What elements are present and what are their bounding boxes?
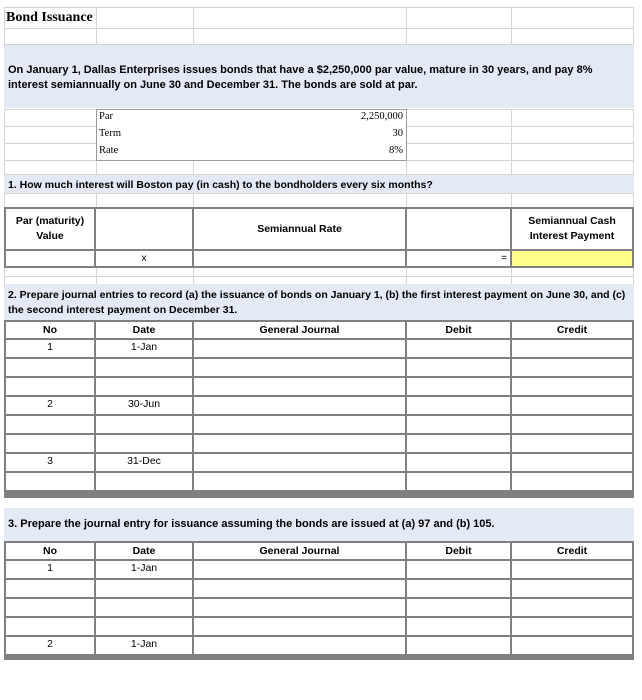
q2-row-account-cell[interactable] bbox=[194, 340, 405, 357]
q2-row-credit-cell[interactable] bbox=[512, 454, 632, 471]
q3-col-debit: Debit bbox=[407, 543, 510, 559]
q3-row-debit-cell[interactable] bbox=[407, 599, 510, 616]
q3-row-account-cell[interactable] bbox=[194, 637, 405, 654]
q2-question: 2. Prepare journal entries to record (a) the issuance of bonds on January 1, (b) the first interest payment on June 30, and (c) the second interest payment on December 31. bbox=[8, 289, 626, 316]
q2-col-date: Date bbox=[96, 322, 192, 338]
term-label: Term bbox=[99, 128, 122, 139]
q2-row-account-cell[interactable] bbox=[194, 359, 405, 376]
q2-row-debit-cell[interactable] bbox=[407, 435, 510, 452]
q2-row-debit-cell[interactable] bbox=[407, 416, 510, 433]
q2-row-credit-cell[interactable] bbox=[512, 340, 632, 357]
q2-row-account-cell[interactable] bbox=[194, 454, 405, 471]
par-value[interactable]: 2,250,000 bbox=[361, 111, 403, 122]
q3-col-credit: Credit bbox=[512, 543, 632, 559]
q1-col-blank2 bbox=[407, 209, 510, 249]
q3-row-credit-cell[interactable] bbox=[512, 637, 632, 654]
q1-par-input[interactable] bbox=[6, 251, 94, 266]
q2-row-no-cell: 1 bbox=[6, 340, 94, 357]
q2-col-journal: General Journal bbox=[194, 322, 405, 338]
q2-row-date-cell bbox=[96, 359, 192, 376]
rate-label: Rate bbox=[99, 145, 119, 156]
par-label: Par bbox=[99, 111, 113, 122]
q3-row-credit-cell[interactable] bbox=[512, 580, 632, 597]
q3-row-date-cell bbox=[96, 618, 192, 635]
q2-row-date-cell: 30-Jun bbox=[96, 397, 192, 414]
q2-row-account-cell[interactable] bbox=[194, 416, 405, 433]
q2-row-debit-cell[interactable] bbox=[407, 340, 510, 357]
q3-question: 3. Prepare the journal entry for issuance assuming the bonds are issued at (a) 97 and (b) 105. bbox=[8, 518, 495, 530]
q3-row-debit-cell[interactable] bbox=[407, 580, 510, 597]
q2-row-no-cell bbox=[6, 359, 94, 376]
q2-row-date-cell bbox=[96, 416, 192, 433]
q2-row-debit-cell[interactable] bbox=[407, 359, 510, 376]
q2-row-no-cell: 2 bbox=[6, 397, 94, 414]
q2-row-no-cell bbox=[6, 435, 94, 452]
q2-row-credit-cell[interactable] bbox=[512, 378, 632, 395]
q1-rate-input[interactable] bbox=[194, 251, 405, 266]
q2-row-date-cell bbox=[96, 378, 192, 395]
q3-row-date-cell: 1-Jan bbox=[96, 637, 192, 654]
q2-row-no-cell bbox=[6, 378, 94, 395]
q2-row-date-cell bbox=[96, 473, 192, 490]
q2-row-no-cell bbox=[6, 473, 94, 490]
q1-cash-answer-input[interactable] bbox=[512, 251, 632, 266]
q3-row-credit-cell[interactable] bbox=[512, 561, 632, 578]
q3-row-debit-cell[interactable] bbox=[407, 637, 510, 654]
q3-row-debit-cell[interactable] bbox=[407, 561, 510, 578]
q3-row-date-cell bbox=[96, 599, 192, 616]
q2-row-credit-cell[interactable] bbox=[512, 359, 632, 376]
q3-row-debit-cell[interactable] bbox=[407, 618, 510, 635]
q2-row-account-cell[interactable] bbox=[194, 473, 405, 490]
q2-row-credit-cell[interactable] bbox=[512, 397, 632, 414]
q2-row-credit-cell[interactable] bbox=[512, 416, 632, 433]
q3-row-account-cell[interactable] bbox=[194, 599, 405, 616]
q2-row-debit-cell[interactable] bbox=[407, 473, 510, 490]
q2-row-no-cell bbox=[6, 416, 94, 433]
q1-col-par: Par (maturity) Value bbox=[6, 209, 94, 249]
q3-col-date: Date bbox=[96, 543, 192, 559]
intro-text: On January 1, Dallas Enterprises issues bonds that have a $2,250,000 par value, mature in 30 years, and pay 8% interest semiannually on June 30 and December 31. The bonds are sold at par. bbox=[8, 64, 593, 91]
q3-row-credit-cell[interactable] bbox=[512, 599, 632, 616]
q1-col-cash: Semiannual Cash Interest Payment bbox=[512, 209, 632, 249]
q2-row-debit-cell[interactable] bbox=[407, 378, 510, 395]
q2-row-credit-cell[interactable] bbox=[512, 473, 632, 490]
q3-row-credit-cell[interactable] bbox=[512, 618, 632, 635]
q2-row-credit-cell[interactable] bbox=[512, 435, 632, 452]
times-sign: x bbox=[96, 251, 192, 266]
q2-row-account-cell[interactable] bbox=[194, 397, 405, 414]
q3-row-no-cell bbox=[6, 580, 94, 597]
q3-col-journal: General Journal bbox=[194, 543, 405, 559]
q3-row-account-cell[interactable] bbox=[194, 561, 405, 578]
q2-col-no: No bbox=[6, 322, 94, 338]
q2-row-debit-cell[interactable] bbox=[407, 397, 510, 414]
equals-sign: = bbox=[407, 251, 510, 266]
q3-row-no-cell bbox=[6, 599, 94, 616]
q2-row-debit-cell[interactable] bbox=[407, 454, 510, 471]
q3-row-no-cell: 1 bbox=[6, 561, 94, 578]
q1-col-blank1 bbox=[96, 209, 192, 249]
q3-row-no-cell: 2 bbox=[6, 637, 94, 654]
q2-row-no-cell: 3 bbox=[6, 454, 94, 471]
q2-row-date-cell bbox=[96, 435, 192, 452]
page-title: Bond Issuance bbox=[6, 10, 93, 25]
q1-question: 1. How much interest will Boston pay (in cash) to the bondholders every six months? bbox=[8, 179, 433, 191]
q1-col-rate: Semiannual Rate bbox=[194, 209, 405, 249]
q3-row-account-cell[interactable] bbox=[194, 618, 405, 635]
q3-row-no-cell bbox=[6, 618, 94, 635]
q2-col-debit: Debit bbox=[407, 322, 510, 338]
q3-col-no: No bbox=[6, 543, 94, 559]
term-value[interactable]: 30 bbox=[392, 128, 403, 139]
q2-row-account-cell[interactable] bbox=[194, 435, 405, 452]
q2-col-credit: Credit bbox=[512, 322, 632, 338]
rate-value[interactable]: 8% bbox=[389, 145, 403, 156]
q3-row-date-cell bbox=[96, 580, 192, 597]
q2-row-date-cell: 31-Dec bbox=[96, 454, 192, 471]
q3-row-date-cell: 1-Jan bbox=[96, 561, 192, 578]
q2-row-date-cell: 1-Jan bbox=[96, 340, 192, 357]
q3-row-account-cell[interactable] bbox=[194, 580, 405, 597]
q2-row-account-cell[interactable] bbox=[194, 378, 405, 395]
